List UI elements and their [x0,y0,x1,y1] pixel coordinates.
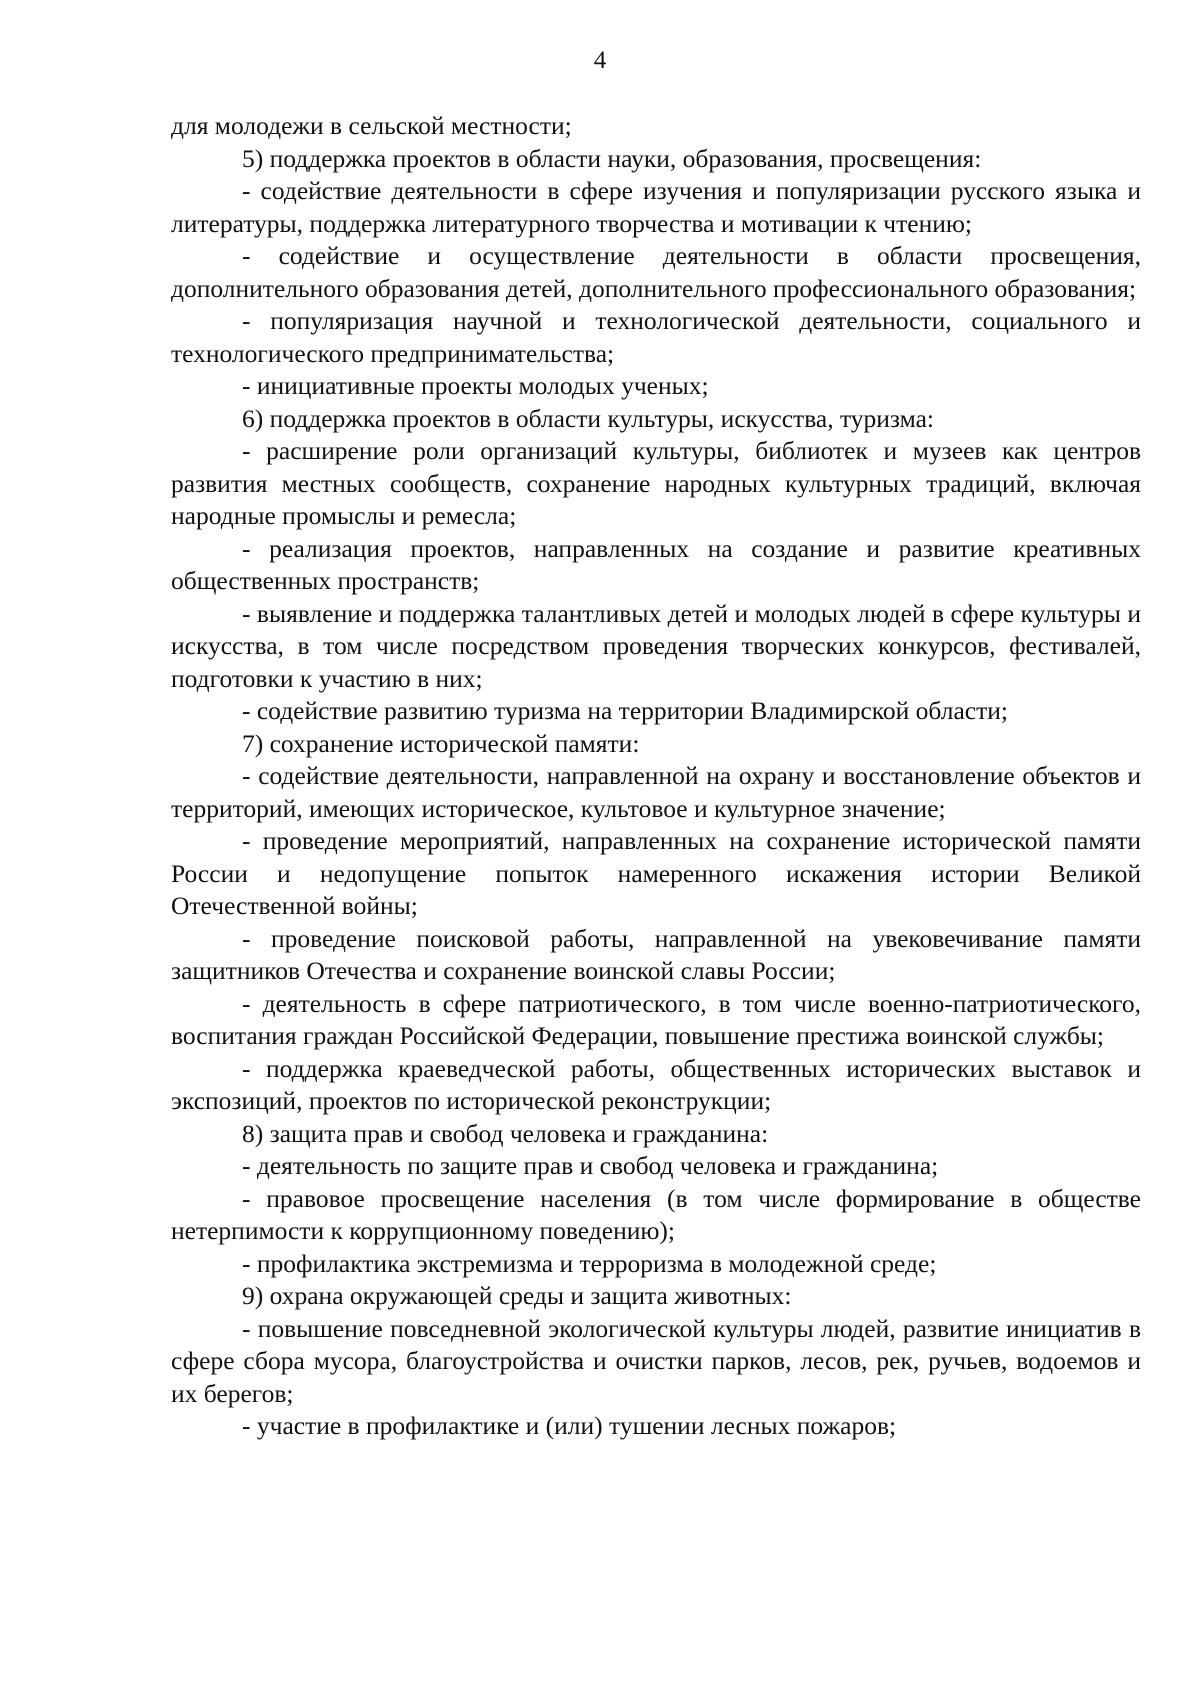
list-item: - проведение поисковой работы, направленной на увековечивание памяти защитников Отечества и сохранение воинской славы России; [171,923,1141,985]
section-heading: 7) сохранение исторической памяти: [242,728,640,758]
list-item: - деятельность в сфере патриотического, в том числе военно-патриотического, воспитания граждан Российской Федерации, повышение престижа воинской службы; [171,988,1141,1050]
page-number: 4 [593,47,607,74]
list-item: - содействие деятельности, направленной на охрану и восстановление объектов и территорий, имеющих историческое, культовое и культурное значение; [171,761,1141,823]
list-item: - правовое просвещение населения (в том числе формирование в обществе нетерпимости к коррупционному поведению); [171,1183,1141,1245]
list-item: - выявление и поддержка талантливых детей и молодых людей в сфере культуры и искусства, в том числе посредством проведения творческих конкурсов, фестивалей, подготовки к участию в них; [171,598,1141,693]
section-heading: 6) поддержка проектов в области культуры, искусства, туризма: [242,403,934,433]
list-item: - расширение роли организаций культуры, библиотек и музеев как центров развития местных сообществ, сохранение народных культурных традиций, включая народные промыслы и ремесла; [171,436,1141,530]
list-item: - реализация проектов, направленных на создание и развитие креативных общественных пространств; [171,533,1141,595]
list-item: - содействие деятельности в сфере изучения и популяризации русского языка и литературы, поддержка литературного творчества и мотивации к чтению; [171,176,1141,238]
list-item: - деятельность по защите прав и свобод человека и гражданина; [242,1151,939,1180]
list-item: - инициативные проекты молодых ученых; [242,371,709,400]
section-heading: 5) поддержка проектов в области науки, образования, просвещения: [242,143,982,173]
list-item: - популяризация научной и технологической деятельности, социального и технологического предпринимательства; [171,306,1141,368]
section-heading: 9) охрана окружающей среды и защита животных: [242,1281,792,1310]
list-item: - повышение повседневной экологической культуры людей, развитие инициатив в сфере сбора мусора, благоустройства и очистки парков, лесов, рек, ручьев, водоемов и их берегов; [171,1313,1141,1408]
document-body [171,110,1141,1443]
list-item: - поддержка краеведческой работы, общественных исторических выставок и экспозиций, проектов по исторической реконструкции; [171,1053,1141,1115]
paragraph: для молодежи в сельской местности; [171,111,572,140]
list-item: - профилактика экстремизма и терроризма в молодежной среде; [242,1248,937,1278]
list-item: - участие в профилактике и (или) тушении лесных пожаров; [242,1411,897,1440]
list-item: - содействие и осуществление деятельности в области просвещения, дополнительного образования детей, дополнительного профессионального образования; [171,241,1141,303]
section-heading: 8) защита прав и свобод человека и гражданина: [242,1118,769,1148]
list-item: - содействие развитию туризма на территории Владимирской области; [242,696,1008,725]
list-item: - проведение мероприятий, направленных на сохранение исторической памяти России и недопущение попыток намеренного искажения истории Великой Отечественной войны; [171,826,1141,920]
